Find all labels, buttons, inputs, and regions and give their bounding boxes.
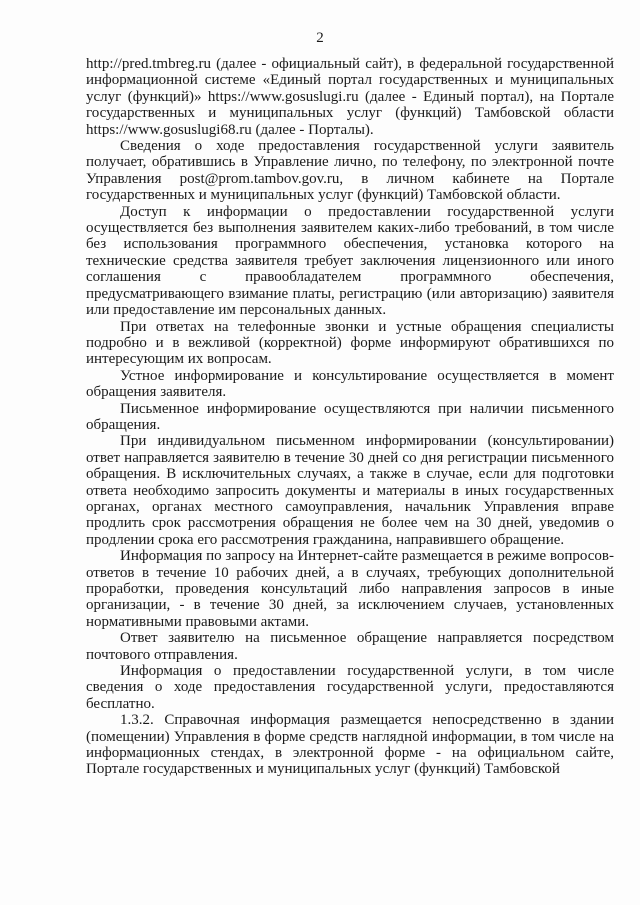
paragraph-individual-written: При индивидуальном письменном информировании (консультировании) ответ направляется заявителю в течение 30 дней со дня регистрации письменного обращения. В исключительных случаях, а также в случае, если для подготовки ответа необходимо запросить документы и материалы в иных государственных органах, органах местного самоуправления, начальник Управления вправе продлить срок рассмотрения обращения не более чем на 30 дней, уведомив о продлении срока его рассмотрения гражданина, направившего обращение.: [86, 433, 614, 548]
paragraph-oral-info: Устное информирование и консультирование осуществляется в момент обращения заявителя.: [86, 367, 614, 401]
paragraph-section-1-3-2: 1.3.2. Справочная информация размещается непосредственно в здании (помещении) Управления в форме средств наглядной информации, в том числе на информационных стендах, в электронной форме - на официальном сайте, Портале государственных и муниципальных услуг (функций) Тамбовской: [86, 712, 614, 778]
paragraph-postal-answer: Ответ заявителю на письменное обращение направляется посредством почтового отправления.: [86, 630, 614, 663]
paragraph-urls: http://pred.tmbreg.ru (далее - официальный сайт), в федеральной государственной информационной системе «Единый портал государственных и муниципальных услуг (функций)» https://www.gosuslugi.ru (далее - Единый портал), на Портале государственных и муниципальных услуг (функций) Тамбовской области https://www.gosuslugi68.ru (далее - Порталы).: [86, 56, 614, 138]
paragraph-internet-requests: Информация по запросу на Интернет-сайте размещается в режиме вопросов-ответов в течение 10 рабочих дней, а в случаях, требующих дополнительной проработки, проведения консультаций либо направления запросов в иные организации, - в течение 30 дней, за исключением случаев, установленных нормативными правовыми актами.: [86, 548, 614, 630]
paragraph-written-info: Письменное информирование осуществляются при наличии письменного обращения.: [86, 400, 614, 433]
paragraph-phone-answers: При ответах на телефонные звонки и устные обращения специалисты подробно и в вежливой (корректной) форме информируют обратившихся по интересующим их вопросам.: [86, 318, 614, 368]
paragraph-free-of-charge: Информация о предоставлении государственной услуги, в том числе сведения о ходе предоставления государственной услуги, предоставляются бесплатно.: [86, 663, 614, 712]
paragraph-status-info: Сведения о ходе предоставления государственной услуги заявитель получает, обратившись в Управление лично, по телефону, по электронной почте Управления post@prom.tambov.gov.ru, в личном кабинете на Портале государственных и муниципальных услуг (функций) Тамбовской области.: [86, 138, 614, 204]
page-number: 2: [316, 30, 324, 46]
paragraph-access-info: Доступ к информации о предоставлении государственной услуги осуществляется без выполнения заявителем каких-либо требований, в том числе без использования программного обеспечения, установка которого на технические средства заявителя требует заключения лицензионного или иного соглашения с правообладателем программного обеспечения, предусматривающего взимание платы, регистрацию (или авторизацию) заявителя или предоставление им персональных данных.: [86, 203, 614, 319]
document-text-body: [86, 56, 614, 778]
